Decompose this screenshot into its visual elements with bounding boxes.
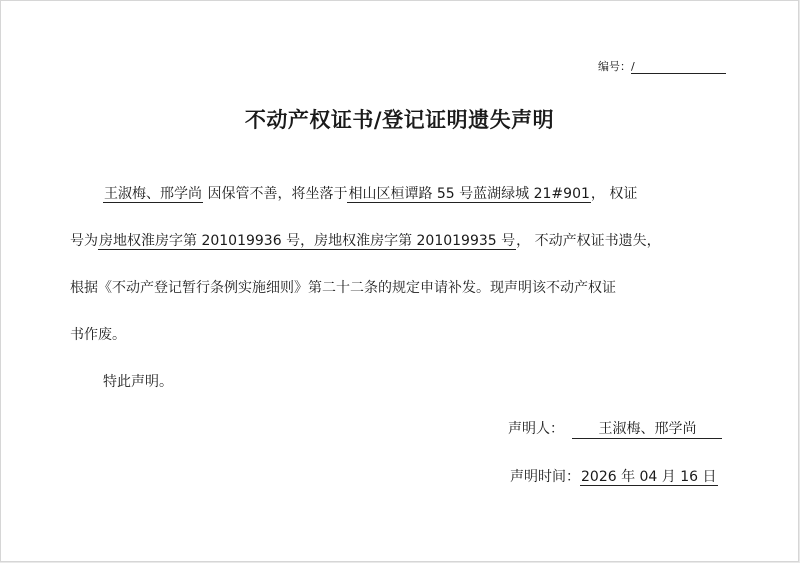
certificate-numbers: 房地权淮房字第 201019936 号，房地权淮房字第 201019935 号 — [99, 233, 516, 249]
text-segment: ， 权证 — [590, 186, 638, 202]
serial-label: 编号： — [598, 60, 631, 73]
serial-value: / — [631, 60, 726, 74]
date-line — [510, 466, 718, 486]
closing-text: 特此声明。 — [103, 374, 173, 390]
serial-number — [598, 58, 726, 74]
paragraph-line-4: 书作废。 — [70, 327, 126, 343]
declarant-line — [508, 418, 722, 439]
owner-names: 王淑梅、邢学尚 — [104, 186, 202, 202]
date-label: 声明时间： — [510, 469, 580, 485]
text-segment: 因保管不善，将坐落于 — [207, 186, 348, 202]
declarant-names: 王淑梅、邢学尚 — [572, 418, 722, 439]
text-segment: ， 不动产权证书遗失， — [516, 233, 661, 249]
paragraph-line-2 — [70, 229, 661, 253]
date-value: 2026 年 04 月 16 日 — [581, 469, 717, 485]
document-title: 不动产权证书/登记证明遗失声明 — [244, 107, 555, 132]
paragraph-line-1 — [103, 182, 637, 206]
paragraph-line-3: 根据《不动产登记暂行条例实施细则》第二十二条的规定申请补发。现声明该不动产权证 — [70, 280, 616, 296]
text-segment: 号为 — [70, 233, 98, 249]
property-address: 相山区桓谭路 55 号蓝湖绿城 21#901 — [348, 186, 590, 202]
declarant-label: 声明人： — [508, 421, 564, 437]
